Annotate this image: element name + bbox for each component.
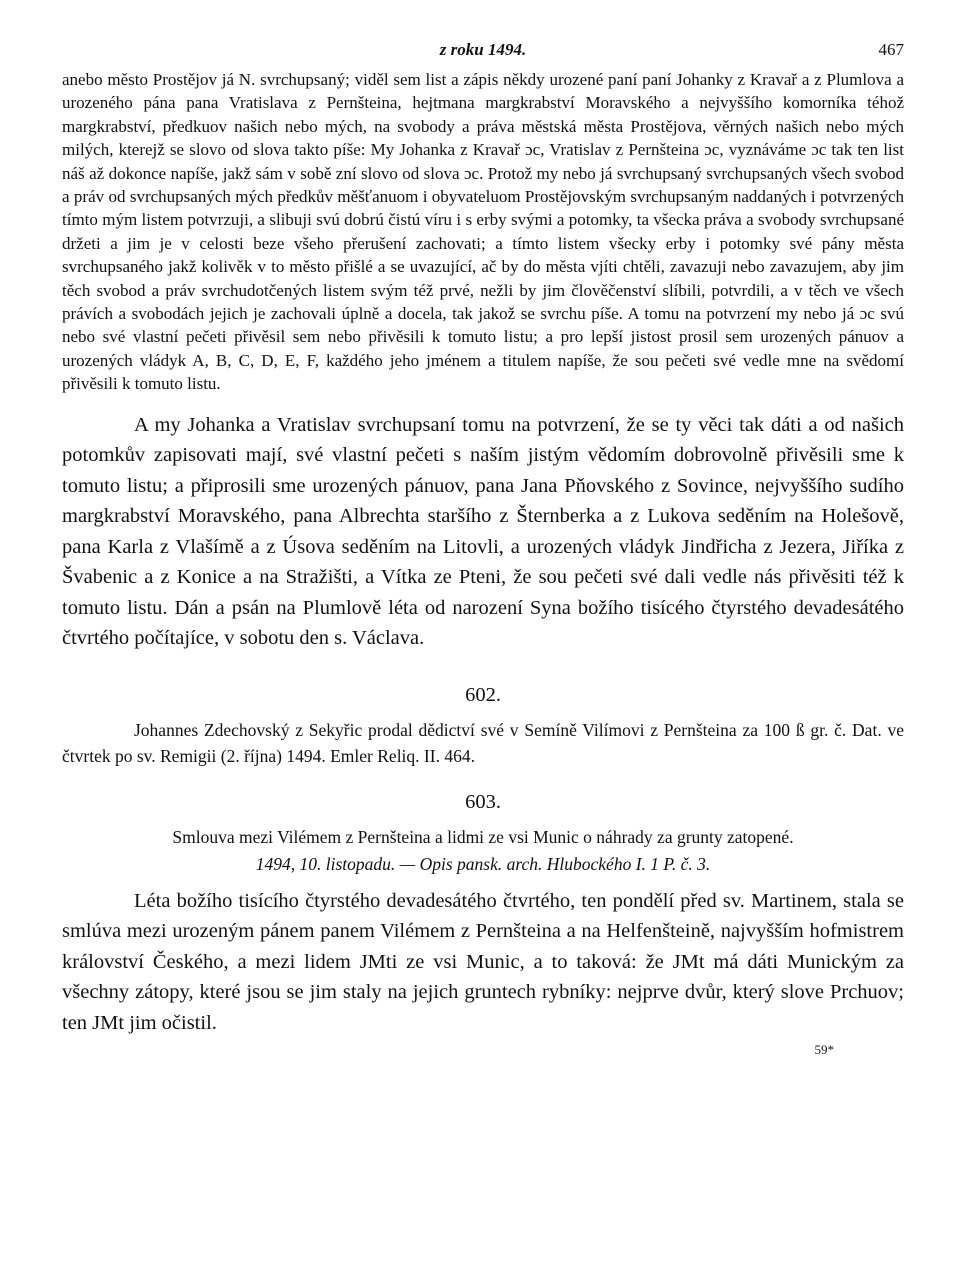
running-title: z roku 1494. — [439, 40, 527, 59]
paragraph-sealing-clause: A my Johanka a Vratislav svrchupsaní tomu na potvrzení, že se ty věci tak dáti a od našich potomkův zapisovati mají, své vlastní pečeti s naším jistým vědomím dobrovolně přivěsili sme k tomuto listu; a připrosili sme urozených pánuov, pana Jana Pňovského z Sovince, nejvyššího sudího margkrabství Moravského, pana Albrechta staršího z Šternberka a z Lukova seděním na Holešově, pana Karla z Vlašímě a z Úsova seděním na Litovli, a urozených vládyk Jindřicha z Jezera, Jiříka z Švabenic a z Konice a na Stražišti, a Vítka ze Pteni, že sou pečeti své dali vedle nás přivěsiti též k tomuto listu. Dán a psán na Plumlově léta od narození Syna božího tisícého čtyrstého devadesátého čtvrtého počítajíce, v sobotu den s. Václava. — [62, 413, 904, 650]
page-number: 467 — [878, 40, 904, 59]
document-number-602: 602. — [465, 683, 501, 706]
regest-602: Johannes Zdechovský z Sekyřic prodal dědictví své v Semíně Vilímovi z Pernšteina za 100 ß gr. č. Dat. ve čtvrtek po sv. Remigii (2. října) 1494. Emler Reliq. II. 464. — [62, 719, 904, 766]
document-text-603: Léta božího tisícího čtyrstého devadesátého čtvrtého, ten pondělí před sv. Martinem, stala se smlúva mezi urozeným pánem panem Vilémem z Pernšteina a na Helfenšteině, najvyšším hofmistrem království Českého, a mezi lidem JMti ze vsi Munic, a to taková: že JMt má dáti Munickým za všechny zátopy, které jsou se jim staly na jejich gruntech rybníky: nejprve dvůr, který slove Prchuov; ten JMt jim očistil. — [62, 889, 904, 1034]
running-head — [62, 40, 904, 68]
signature-mark: 59* — [814, 1042, 834, 1058]
page — [62, 40, 904, 1058]
regest-603: Smlouva mezi Vilémem z Pernšteina a lidmi ze vsi Munic o náhrady za grunty zatopené. — [172, 826, 794, 847]
document-number-603: 603. — [465, 790, 501, 813]
paragraph-confirmation-text: anebo město Prostějov já N. svrchupsaný; viděl sem list a zápis někdy urozené paní paní Johanky z Kravař a z Plumlova a urozeného pána pana Vratislava z Pernšteina, hejtmana margkrabství Moravského a nejvyššího komorníka téhož margkrabství, předkuov našich nebo mých, na svobody a práva městská města Prostějova, věrných našich nebo mých milých, kterejž se slovo od slova takto píše: My Johanka z Kravař ɔc, Vratislav z Pernšteina ɔc, vyznáváme ɔc tak ten list náš až dokonce napíše, jakž sám v sobě zní slovo od slova ɔc. Protož my nebo já svrchupsaný svrchupsaných všech svobod a práv od svrchupsaných mých předkův měšťanuom i obyvateluom Prostějovským svrchupsaným naddaných i potvrzených tímto mým listem potvrzuji, a slibuji svú dobrú čistú víru i s erby svými a potomky, ta všecka práva a svobody svrchupsané držeti a jim je v celosti beze všeho přerušení zachovati; a tímto listem všecky erby i potomky své pány města svrchupsaného jakž kolivěk v to město přišlé a se uvazující, ač by do města vjíti chtěli, zavazuji nebo zavazujem, aby jim těch svobod a práv svrchudotčených listem svým též prvé, nežli by jim člověčenství slíbili, potvrdili, a v těch ve všech právích a svobodách jejich je zachovali úplně a docela, tak jakož se svrchu píše. A tomu na potvrzení my nebo já ɔc svú nebo své vlastní pečeti přivěsil sem nebo přivěsili k tomuto listu; a pro lepší jistost prosil sem urozených pánuov a urozených vládyk A, B, C, D, E, F, každého jeho jménem a titulem napíše, že sou pečeti své vedle mne na svědomí přivěsili k tomuto listu. — [62, 70, 904, 394]
source-note-603: 1494, 10. listopadu. — Opis pansk. arch. Hlubockého I. 1 P. č. 3. — [255, 853, 711, 874]
